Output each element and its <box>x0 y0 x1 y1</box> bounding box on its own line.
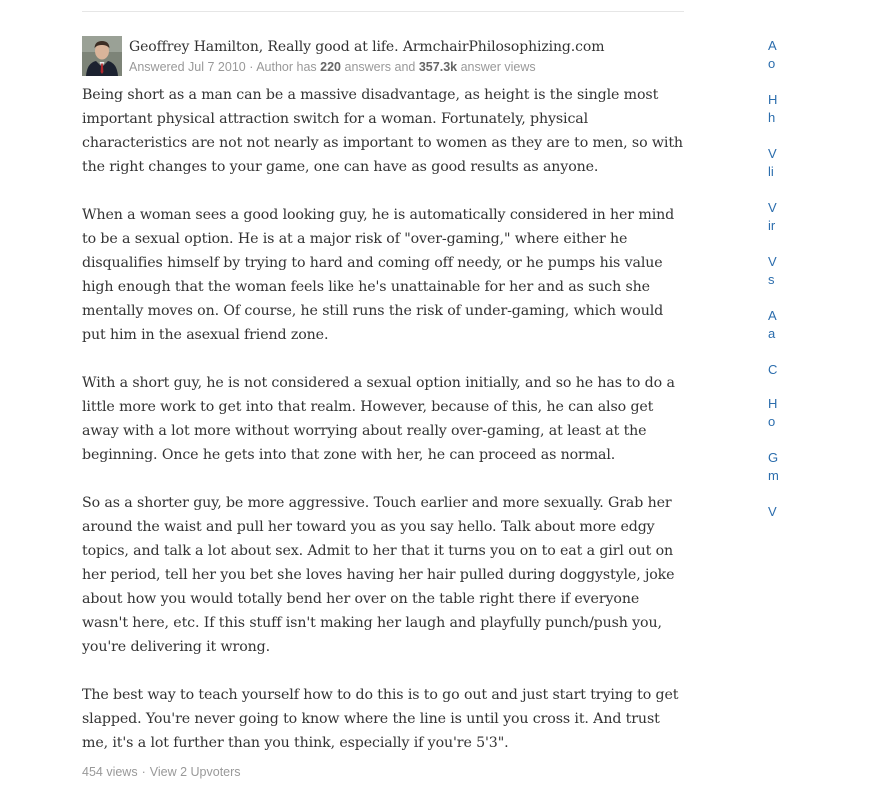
related-question-link[interactable]: V <box>768 504 777 519</box>
related-question-link[interactable]: V <box>768 254 777 269</box>
answer-header <box>82 34 684 78</box>
related-question-link[interactable]: h <box>768 110 776 125</box>
answer-views-label: answer views <box>460 59 536 74</box>
top-divider <box>82 11 684 12</box>
answer-body <box>82 83 684 755</box>
related-question-link[interactable]: li <box>768 164 774 179</box>
author-has-label: Author has <box>256 59 317 74</box>
answer-paragraph: With a short guy, he is not considered a sexual option initially, and so he has to do a little more work to get into that realm. However, because of this, he can also get away with a lot more without worrying about really over-gaming, at least at the beginning. Once he gets into that zone with her, he can proceed as normal. <box>82 375 675 463</box>
related-question-link[interactable]: ir <box>768 218 776 233</box>
related-question-link[interactable]: o <box>768 414 776 429</box>
answered-date[interactable]: Answered Jul 7 2010 <box>129 59 246 74</box>
footer-separator: · <box>141 765 146 779</box>
answer-footer <box>82 763 684 781</box>
author-name-credential[interactable]: Geoffrey Hamilton, Really good at life. ArmchairPhilosophizing.com <box>129 38 605 55</box>
view-count: 454 views <box>82 765 138 779</box>
related-question-link[interactable]: o <box>768 56 776 71</box>
related-question-link[interactable]: V <box>768 146 777 161</box>
answer-meta <box>129 58 604 76</box>
answer-card <box>82 34 684 781</box>
author-info <box>129 37 604 76</box>
answer-count: 220 <box>320 59 342 74</box>
answer-paragraph: Being short as a man can be a massive disadvantage, as height is the single most important physical attraction switch for a woman. Fortunately, physical characteristics are not not nearly as important to women as they are to men, so with the right changes to your game, one can have as good results as anyone. <box>82 87 683 175</box>
related-question-link[interactable]: a <box>768 326 776 341</box>
author-avatar[interactable] <box>82 36 122 76</box>
answer-paragraph: So as a shorter guy, be more aggressive. Touch earlier and more sexually. Grab her around the waist and pull her toward you as you say hello. Talk about more edgy topics, and talk a lot about sex. Admit to her that it turns you on to eat a girl out on her period, tell her you bet she loves having her hair pulled during doggystyle, joke about how you would totally bend her over on the table right there if everyone wasn't here, etc. If this stuff isn't making her laugh and playfully punch/push you, you're delivering it wrong. <box>82 495 675 655</box>
meta-separator: · <box>249 59 254 74</box>
related-question-link[interactable]: s <box>768 272 775 287</box>
related-question-link[interactable]: A <box>768 38 777 53</box>
answer-paragraph: When a woman sees a good looking guy, he is automatically considered in her mind to be a sexual option. He is at a major risk of "over-gaming," where either he disqualifies himself by trying to hard and coming off needy, or he pumps his value high enough that the woman feels like he's unattainable for her and as such she mentally moves on. Of course, he still runs the risk of under-gaming, which would put him in the asexual friend zone. <box>82 207 675 343</box>
related-question-link[interactable]: G <box>768 450 779 465</box>
related-question-link[interactable]: m <box>768 468 779 483</box>
related-question-link[interactable]: C <box>768 362 778 377</box>
related-question-link[interactable]: H <box>768 396 778 411</box>
view-upvoters-link[interactable]: View 2 Upvoters <box>149 765 241 779</box>
answer-views-count: 357.3k <box>418 59 458 74</box>
related-question-link[interactable]: V <box>768 200 777 215</box>
avatar-photo <box>82 36 122 76</box>
related-question-link[interactable]: H <box>768 92 778 107</box>
answers-and-label: answers and <box>344 59 416 74</box>
related-question-link[interactable]: A <box>768 308 777 323</box>
answer-paragraph: The best way to teach yourself how to do this is to go out and just start trying to get slapped. You're never going to know where the line is until you cross it. And trust me, it's a lot further than you think, especially if you're 5'3". <box>82 687 679 751</box>
related-questions-sidebar <box>768 0 777 802</box>
